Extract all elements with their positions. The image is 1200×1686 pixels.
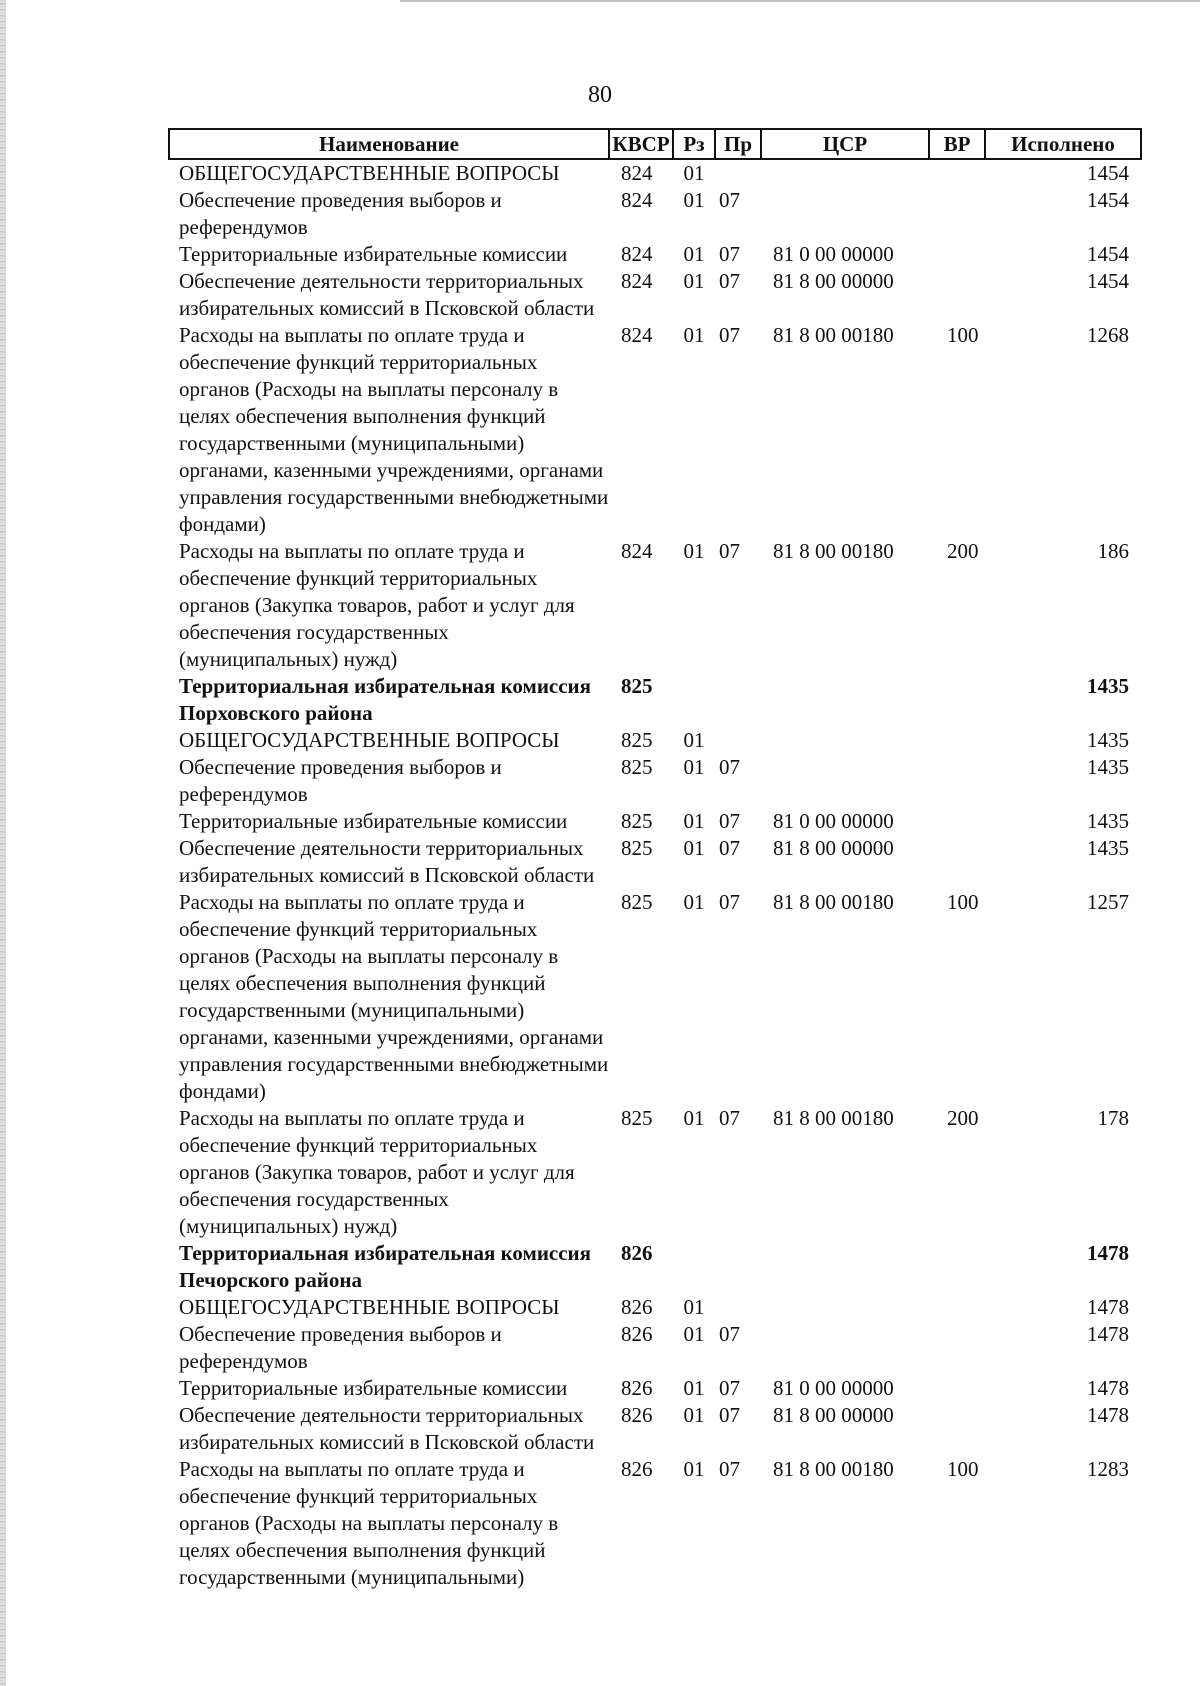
header-csr: ЦСР <box>761 129 929 159</box>
cell-pr: 07 <box>719 1322 740 1346</box>
cell-kvsr: 824 <box>621 269 653 293</box>
header-vr: ВР <box>929 129 985 159</box>
cell-kvsr: 826 <box>621 1403 653 1427</box>
cell-rz: 01 <box>683 242 705 266</box>
cell-name: Обеспечение проведения выборов и референдумов <box>179 188 502 239</box>
cell-csr <box>761 1294 929 1321</box>
cell-pr: 07 <box>719 890 740 914</box>
cell-pr: 07 <box>719 323 740 347</box>
cell-vr <box>929 241 985 268</box>
cell-pr: 07 <box>719 269 740 293</box>
header-name: Наименование <box>169 129 609 159</box>
cell-vr <box>929 673 985 727</box>
cell-kvsr: 826 <box>621 1376 653 1400</box>
cell-kvsr: 825 <box>621 890 653 914</box>
cell-pr <box>715 1240 761 1294</box>
cell-vr <box>929 159 985 187</box>
page-number: 80 <box>588 82 612 108</box>
cell-name: Территориальные избирательные комиссии <box>179 1376 568 1400</box>
table-body <box>169 159 1141 1591</box>
cell-kvsr: 825 <box>621 674 653 698</box>
table-row <box>169 268 1141 322</box>
cell-vr: 100 <box>947 1457 979 1481</box>
cell-csr: 81 0 00 00000 <box>773 1376 894 1400</box>
cell-rz: 01 <box>683 1322 705 1346</box>
cell-name: Расходы на выплаты по оплате труда и обеспечение функций территориальных органов (Расходы на выплаты персоналу в целях обеспечения выполнения функций государственными (муниципальными) органами, казенными учреждениями, органами управления государственными внебюджетными фондами) <box>179 323 609 536</box>
table-row <box>169 1321 1141 1375</box>
table-row <box>169 322 1141 538</box>
cell-ispol: 186 <box>1097 539 1129 563</box>
cell-kvsr: 826 <box>621 1241 653 1265</box>
cell-ispol: 1478 <box>1087 1403 1129 1427</box>
cell-ispol: 1435 <box>1087 755 1129 779</box>
cell-pr <box>715 1294 761 1321</box>
table-row <box>169 187 1141 241</box>
cell-csr: 81 8 00 00000 <box>773 1403 894 1427</box>
cell-rz: 01 <box>683 1106 705 1130</box>
cell-ispol: 1478 <box>1087 1376 1129 1400</box>
cell-rz <box>673 673 715 727</box>
table-row <box>169 538 1141 673</box>
cell-ispol: 1435 <box>1087 836 1129 860</box>
cell-ispol: 1478 <box>1087 1295 1129 1319</box>
cell-name: ОБЩЕГОСУДАРСТВЕННЫЕ ВОПРОСЫ <box>179 728 560 752</box>
cell-vr <box>929 808 985 835</box>
cell-rz: 01 <box>683 728 705 752</box>
cell-csr <box>761 727 929 754</box>
cell-pr: 07 <box>719 1376 740 1400</box>
budget-execution-table <box>168 128 1142 1591</box>
cell-name: Расходы на выплаты по оплате труда и обеспечение функций территориальных органов (Закупка товаров, работ и услуг для обеспечения государственных (муниципальных) нужд) <box>179 539 575 671</box>
table-row <box>169 673 1141 727</box>
cell-rz: 01 <box>683 539 705 563</box>
cell-rz <box>673 1240 715 1294</box>
table-row <box>169 1402 1141 1456</box>
table-row <box>169 835 1141 889</box>
cell-kvsr: 824 <box>621 188 653 212</box>
header-kvsr: КВСР <box>609 129 673 159</box>
cell-kvsr: 824 <box>621 323 653 347</box>
cell-csr: 81 8 00 00180 <box>773 1106 894 1130</box>
cell-vr <box>929 187 985 241</box>
cell-name: Расходы на выплаты по оплате труда и обеспечение функций территориальных органов (Закупка товаров, работ и услуг для обеспечения государственных (муниципальных) нужд) <box>179 1106 575 1238</box>
table-row <box>169 241 1141 268</box>
cell-ispol: 1257 <box>1087 890 1129 914</box>
cell-csr: 81 8 00 00180 <box>773 539 894 563</box>
cell-rz: 01 <box>683 323 705 347</box>
cell-csr <box>761 159 929 187</box>
cell-ispol: 1478 <box>1087 1322 1129 1346</box>
cell-pr: 07 <box>719 1106 740 1130</box>
table-row <box>169 727 1141 754</box>
cell-csr: 81 8 00 00000 <box>773 269 894 293</box>
cell-csr <box>761 1240 929 1294</box>
cell-vr <box>929 835 985 889</box>
cell-vr <box>929 1294 985 1321</box>
cell-csr: 81 0 00 00000 <box>773 809 894 833</box>
cell-kvsr: 825 <box>621 1106 653 1130</box>
cell-csr <box>761 673 929 727</box>
cell-kvsr: 825 <box>621 728 653 752</box>
cell-ispol: 1454 <box>1087 269 1129 293</box>
cell-pr: 07 <box>719 539 740 563</box>
table-row <box>169 808 1141 835</box>
scan-edge-left <box>0 0 6 1686</box>
cell-name: Территориальная избирательная комиссия Порховского района <box>179 674 592 725</box>
table-row <box>169 1105 1141 1240</box>
cell-pr <box>715 673 761 727</box>
cell-vr: 200 <box>947 1106 979 1130</box>
cell-vr: 100 <box>947 890 979 914</box>
cell-name: ОБЩЕГОСУДАРСТВЕННЫЕ ВОПРОСЫ <box>179 161 560 185</box>
cell-rz: 01 <box>683 1376 705 1400</box>
cell-vr <box>929 268 985 322</box>
cell-rz: 01 <box>683 755 705 779</box>
table-row <box>169 889 1141 1105</box>
cell-pr: 07 <box>719 188 740 212</box>
cell-ispol: 1435 <box>1087 809 1129 833</box>
cell-ispol: 1454 <box>1087 242 1129 266</box>
table-row <box>169 754 1141 808</box>
cell-ispol: 1454 <box>1087 161 1129 185</box>
cell-name: Обеспечение деятельности территориальных избирательных комиссий в Псковской области <box>179 836 595 887</box>
cell-rz: 01 <box>683 890 705 914</box>
cell-kvsr: 824 <box>621 161 653 185</box>
cell-pr <box>715 159 761 187</box>
cell-vr <box>929 1240 985 1294</box>
cell-rz: 01 <box>683 836 705 860</box>
cell-name: Обеспечение проведения выборов и референдумов <box>179 755 502 806</box>
table-row <box>169 1240 1141 1294</box>
cell-rz: 01 <box>683 1457 705 1481</box>
cell-vr <box>929 754 985 808</box>
cell-name: Расходы на выплаты по оплате труда и обеспечение функций территориальных органов (Расходы на выплаты персоналу в целях обеспечения выполнения функций государственными (муниципальными) <box>179 1457 559 1589</box>
cell-vr: 200 <box>947 539 979 563</box>
cell-vr: 100 <box>947 323 979 347</box>
cell-ispol: 1454 <box>1087 188 1129 212</box>
cell-csr: 81 8 00 00180 <box>773 323 894 347</box>
scan-edge-top <box>400 0 1200 2</box>
cell-name: Обеспечение проведения выборов и референдумов <box>179 1322 502 1373</box>
cell-pr: 07 <box>719 242 740 266</box>
cell-kvsr: 824 <box>621 539 653 563</box>
cell-csr <box>761 1321 929 1375</box>
header-rz: Рз <box>673 129 715 159</box>
cell-kvsr: 824 <box>621 242 653 266</box>
cell-pr: 07 <box>719 1457 740 1481</box>
cell-kvsr: 826 <box>621 1295 653 1319</box>
cell-kvsr: 826 <box>621 1322 653 1346</box>
cell-kvsr: 826 <box>621 1457 653 1481</box>
cell-name: Территориальные избирательные комиссии <box>179 809 568 833</box>
table-row <box>169 1294 1141 1321</box>
cell-ispol: 178 <box>1097 1106 1129 1130</box>
table-header-row <box>169 129 1141 159</box>
cell-rz: 01 <box>683 269 705 293</box>
cell-rz: 01 <box>683 1295 705 1319</box>
cell-name: ОБЩЕГОСУДАРСТВЕННЫЕ ВОПРОСЫ <box>179 1295 560 1319</box>
cell-name: Расходы на выплаты по оплате труда и обеспечение функций территориальных органов (Расходы на выплаты персоналу в целях обеспечения выполнения функций государственными (муниципальными) органами, казенными учреждениями, органами управления государственными внебюджетными фондами) <box>179 890 609 1103</box>
cell-ispol: 1478 <box>1087 1241 1129 1265</box>
cell-csr <box>761 754 929 808</box>
cell-name: Территориальные избирательные комиссии <box>179 242 568 266</box>
cell-name: Территориальная избирательная комиссия Печорского района <box>179 1241 592 1292</box>
header-ispol: Исполнено <box>985 129 1141 159</box>
cell-ispol: 1283 <box>1087 1457 1129 1481</box>
cell-pr: 07 <box>719 809 740 833</box>
cell-rz: 01 <box>683 188 705 212</box>
cell-vr <box>929 1321 985 1375</box>
cell-ispol: 1435 <box>1087 674 1129 698</box>
header-pr: Пр <box>715 129 761 159</box>
cell-kvsr: 825 <box>621 755 653 779</box>
cell-csr: 81 8 00 00180 <box>773 890 894 914</box>
cell-name: Обеспечение деятельности территориальных избирательных комиссий в Псковской области <box>179 269 595 320</box>
cell-csr: 81 8 00 00180 <box>773 1457 894 1481</box>
cell-pr: 07 <box>719 836 740 860</box>
cell-vr <box>929 1375 985 1402</box>
cell-ispol: 1268 <box>1087 323 1129 347</box>
cell-csr: 81 8 00 00000 <box>773 836 894 860</box>
cell-csr: 81 0 00 00000 <box>773 242 894 266</box>
cell-name: Обеспечение деятельности территориальных избирательных комиссий в Псковской области <box>179 1403 595 1454</box>
table-row <box>169 159 1141 187</box>
cell-rz: 01 <box>683 809 705 833</box>
cell-pr: 07 <box>719 1403 740 1427</box>
cell-csr <box>761 187 929 241</box>
cell-ispol: 1435 <box>1087 728 1129 752</box>
cell-kvsr: 825 <box>621 836 653 860</box>
cell-kvsr: 825 <box>621 809 653 833</box>
cell-pr: 07 <box>719 755 740 779</box>
cell-vr <box>929 727 985 754</box>
cell-pr <box>715 727 761 754</box>
cell-rz: 01 <box>683 1403 705 1427</box>
table-row <box>169 1456 1141 1591</box>
cell-vr <box>929 1402 985 1456</box>
table-row <box>169 1375 1141 1402</box>
cell-rz: 01 <box>683 161 705 185</box>
